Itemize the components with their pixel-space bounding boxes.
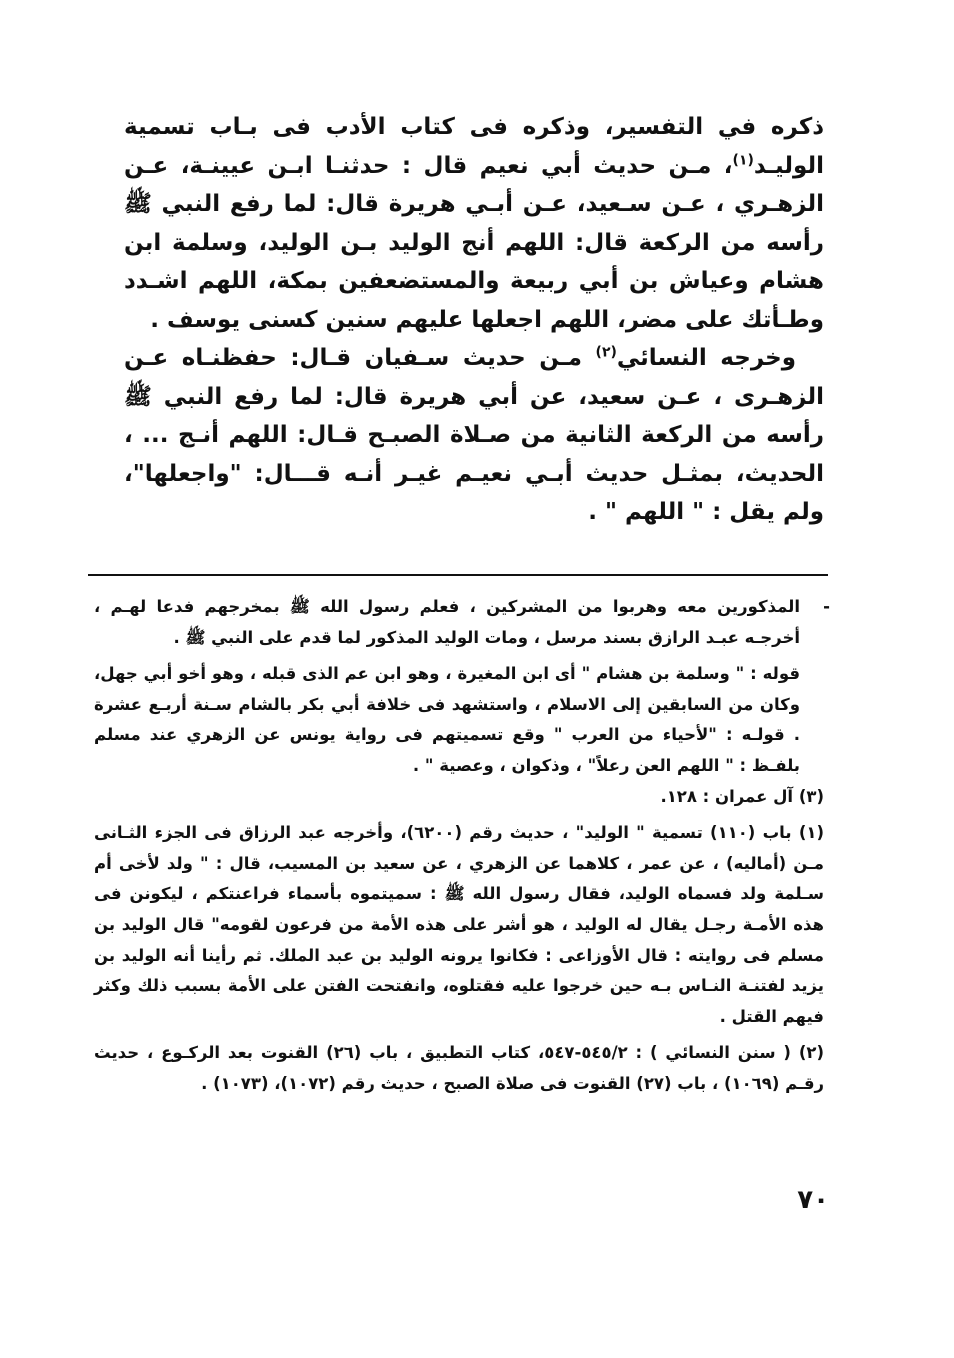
footnote-2: (٢) ( سنن النسائي ) : ٥٤٥/٢-٥٤٧، كتاب التطبيق ، باب (٢٦) القنوت بعد الركـوع ، حديث رقـم (١٠٦٩) ، باب (٢٧) القنوت فى صلاة الصبح ، حديث رقم (١٠٧٢)، (١٠٧٣) . [94,1043,824,1093]
paragraph-2-text: وخرجه النسائي [616,345,797,371]
page-number: ٧٠ [797,1185,829,1215]
footnote-comment: قوله : " وسلمة بن هشام " أى ابن المغيرة ، وهو ابن عم الذى قبله ، وهو أخو أبي جهل، وكان من السابقين إلى الاسلام ، واستشهد فى خلافة أبي بكر بالشام سـنة أربـع عشرة . قولـه : "لأحياء من العرب " وقع تسميتهم فى رواية يونس عن الزهري عند مسلم بلفـظ : " اللهم العن رعلاً" ، وذكوان ، وعصية " . [94,664,800,775]
footnote-3: (٣) آل عمران : ١٢٨. [660,786,824,806]
continuation-dash: - [823,597,830,616]
footnote-continuation [94,592,830,653]
paragraph-1 [124,108,824,339]
footnote-continuation-text: المذكورين معه وهربوا من المشركين ، فعلم رسول الله ﷺ بمخرجهم فدعا لهـم ، أخرجـه عبـد الرازق بسند مرسل ، ومات الوليد المذكور لما قدم على النبي ﷺ . [94,597,800,647]
footnote-separator [88,574,828,576]
paragraph-1-text: ذكره في التفسير، وذكره فى كتاب الأدب فى بـاب تسمية الوليـد [124,114,824,179]
footnote-1: (١) باب (١١٠) تسمية " الوليد" ، حديث رقم (٦٢٠٠)، وأخرجه عبد الرزاق فى الجزء الثـانى مـن (أماليه) ، عن عمر ، كلاهما عن الزهري ، عن سعيد بن المسيب، قال : " ولد لأخى أم سـلمة ولد فسماه الوليد، فقال رسول الله ﷺ : سميتموه بأسماء فراعنتكم ، ليكونن فى هذه الأمـة رجـل يقال له الوليد ، هو أشر على هذه الأمة من فرعون لقومه" قال الوليد بن مسلم فى روايته : قال الأوزاعى : فكانوا يرونه الوليد بن عبد الملك. ثم رأينا أنه الوليد بن يزيد لفتنـة النـاس بـه حين خرجوا عليه فقتلوه، وانفتحت الفتن على الأمة بسبب ذلك وكثر فيهم القتل . [94,823,824,1026]
footnote-ref-1: (١) [732,151,754,168]
paragraph-2-text-cont: مـن حديث سـفيان قـال: حفظنـاه عـن الزهـرى ، عـن سعيد، عن أبي هريرة قال: لما رفع النبي ﷺ رأسه من الركعة الثانية من صـلاة الصبـح قـال: اللهم أنـج ... ، الحديث، بمثـل حديث أبـي نعيـم غيـر أنـه قـــال: "واجعلها"، ولم يقل : " اللهم " . [124,345,824,525]
main-text [124,108,824,532]
paragraph-1-text-cont: ، مـن حديث أبي نعيم قال : حدثنـا ابـن عيينـة، عـن الزهـري ، عـن سـعيد، عـن أبـي هريرة قال: لما رفع النبي ﷺ رأسه من الركعة قال: اللهم أنج الوليد بـن الوليد، وسلمة ابن هشام وعياش بن أبي ربيعة والمستضعفين بمكة، اللهم اشـدد وطـأتك على مضر، اللهم اجعلها عليهم سنين كسنى يوسف . [124,152,824,333]
paragraph-2 [124,339,824,532]
footnote-ref-2: (٢) [595,344,617,361]
footnotes [94,592,830,1100]
